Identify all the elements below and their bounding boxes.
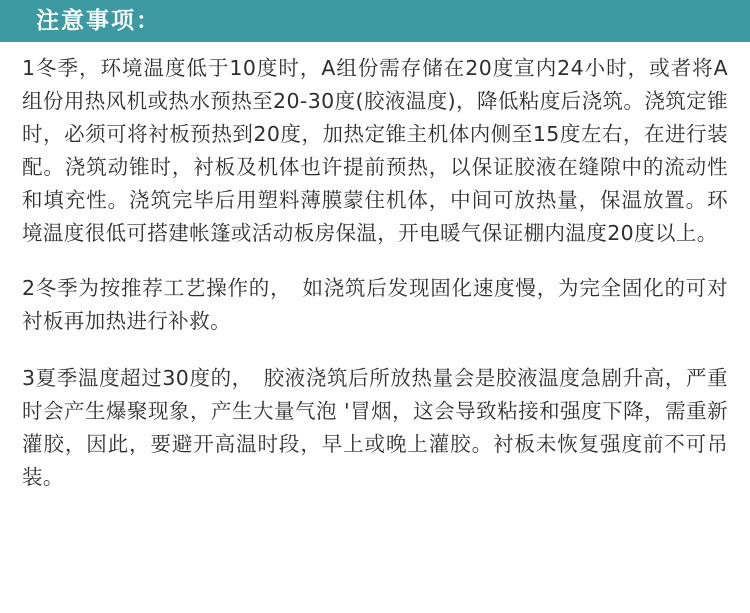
page-title: 注意事项： — [36, 8, 161, 34]
paragraph-3: 3夏季温度超过30度的， 胶液浇筑后所放热量会是胶液温度急剧升高，严重时会产生爆聚现象，产生大量气泡 '冒烟，这会导致粘接和强度下降，需重新灌胶，因此，要避开高温时段，早上或晚上灌胶。衬板未恢复强度前不可吊装。 — [22, 366, 728, 489]
document-body — [22, 52, 728, 516]
paragraph-2: 2冬季为按推荐工艺操作的， 如浇筑后发现固化速度慢，为完全固化的可对衬板再加热进行补救。 — [22, 276, 728, 333]
paragraph-1: 1冬季，环境温度低于10度时，A组份需存储在20度宣内24小时，或者将A组份用热风机或热水预热至20-30度(胶液温度)，降低粘度后浇筑。浇筑定锥时，必须可将衬板预热到20度，加热定锥主机体内侧至15度左右，在进行装配。浇筑动锥时，衬板及机体也许提前预热，以保证胶液在缝隙中的流动性和填充性。浇筑完毕后用塑料薄膜蒙住机体，中间可放热量，保温放置。环境温度很低可搭建帐篷或活动板房保温，开电暖气保证棚内温度20度以上。 — [22, 56, 728, 245]
notice-header-bar — [0, 0, 750, 42]
